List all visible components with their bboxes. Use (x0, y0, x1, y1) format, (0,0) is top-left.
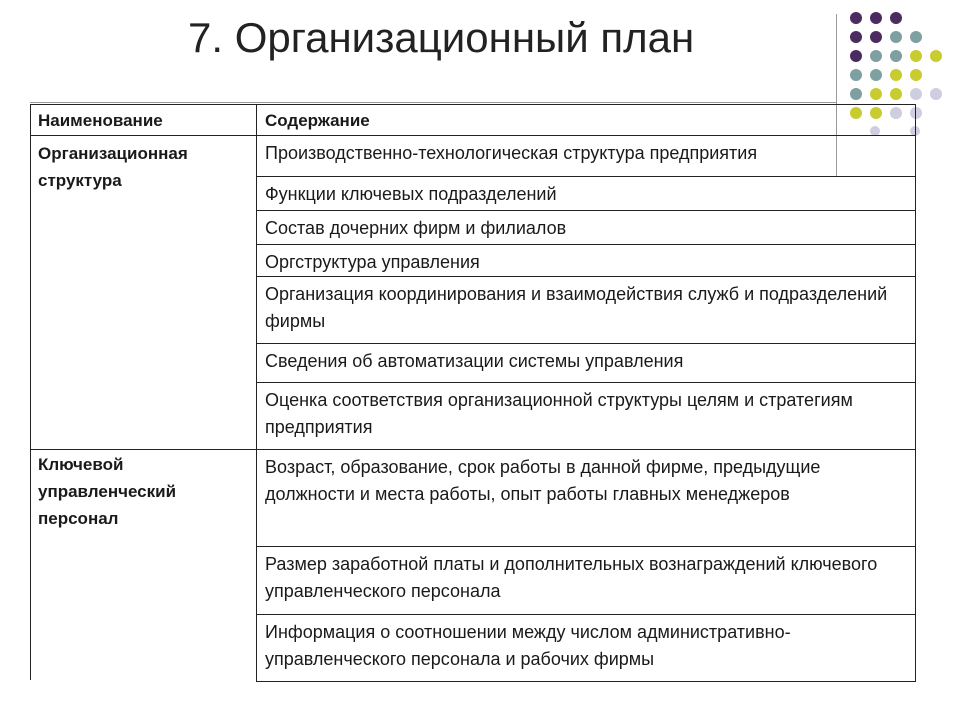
decor-dot (910, 31, 922, 43)
decor-dot (930, 88, 942, 100)
header-content-label: Содержание (265, 111, 370, 130)
section-name-key-personnel: Ключевой управленческий персонал (38, 455, 177, 528)
content-text: Оценка соответствия организационной структуры целям и стратегиям предприятия (265, 390, 853, 437)
decor-dot (890, 12, 902, 24)
decor-dot (870, 50, 882, 62)
decor-dot (910, 69, 922, 81)
content-cell (256, 244, 916, 277)
content-cell (256, 614, 916, 682)
decor-dot (850, 50, 862, 62)
decor-horizontal-line (30, 102, 836, 103)
decor-dot (910, 88, 922, 100)
decor-dot (890, 88, 902, 100)
decor-dot (850, 88, 862, 100)
header-name-cell (30, 104, 256, 136)
decor-dot (930, 50, 942, 62)
content-cell (256, 343, 916, 383)
decor-dot (870, 88, 882, 100)
decor-dot (850, 12, 862, 24)
decor-dot (850, 69, 862, 81)
content-cell (256, 382, 916, 450)
content-text: Информация о соотношении между числом административно-управленческого персонала и рабочих фирмы (265, 622, 791, 669)
content-cell (256, 449, 916, 547)
header-name-label: Наименование (38, 111, 163, 130)
decor-dot (910, 50, 922, 62)
decor-dot (890, 50, 902, 62)
decor-dot (870, 12, 882, 24)
content-cell (256, 135, 916, 177)
content-text: Организация координирования и взаимодействия служб и подразделений фирмы (265, 284, 888, 331)
content-cell (256, 546, 916, 615)
header-content-cell (256, 104, 916, 136)
content-text: Размер заработной платы и дополнительных вознаграждений ключевого управленческого персонала (265, 554, 878, 601)
content-cell (256, 276, 916, 344)
content-text: Функции ключевых подразделений (265, 184, 557, 204)
decor-dot (890, 31, 902, 43)
content-cell (256, 176, 916, 211)
content-text: Производственно-технологическая структура предприятия (265, 143, 758, 163)
section-name-org-structure: Организационная структура (38, 144, 188, 190)
content-text: Оргструктура управления (265, 252, 480, 272)
content-cell (256, 210, 916, 245)
content-text: Сведения об автоматизации системы управления (265, 351, 684, 371)
content-text: Возраст, образование, срок работы в данной фирме, предыдущие должности и места работы, опыт работы главных менеджеров (265, 457, 821, 504)
content-text: Состав дочерних фирм и филиалов (265, 218, 567, 238)
decor-dot (850, 31, 862, 43)
decor-dot (870, 31, 882, 43)
section-separator (30, 449, 256, 450)
decor-dot (870, 69, 882, 81)
decor-dot (890, 69, 902, 81)
slide-title: 7. Организационный план (188, 14, 695, 61)
